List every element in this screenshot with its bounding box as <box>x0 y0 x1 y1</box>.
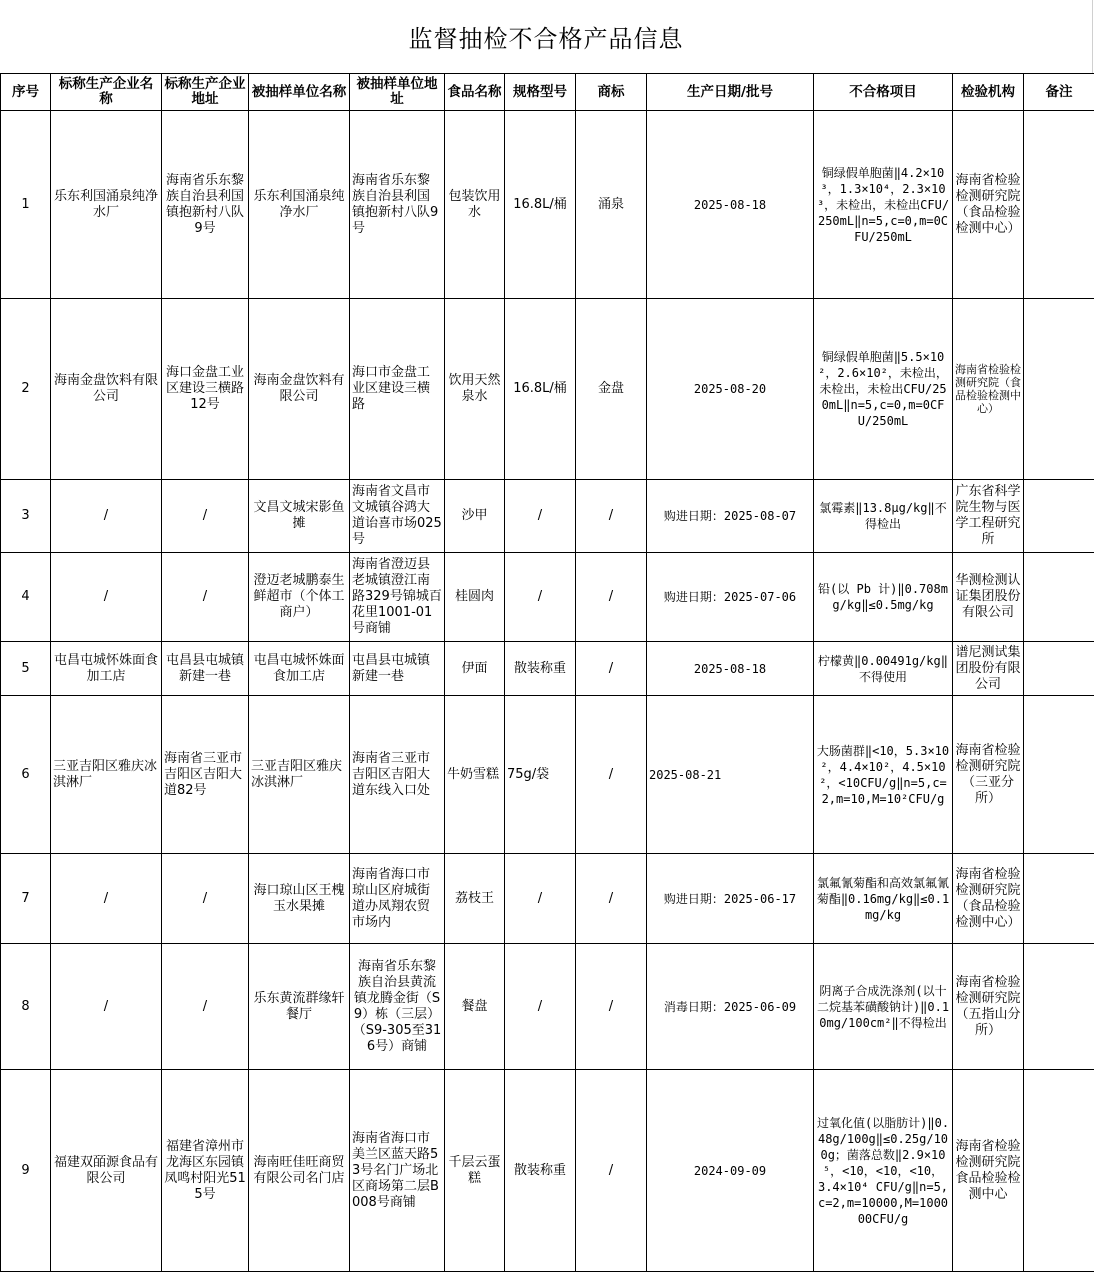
cell-mfr: / <box>51 480 162 553</box>
cell-sampled-addr: 海口市金盘工业区建设三横路 <box>350 299 445 480</box>
header-spec: 规格型号 <box>505 74 576 111</box>
cell-mfr: / <box>51 553 162 642</box>
cell-note <box>1024 480 1094 553</box>
cell-lab: 海南省检验检测研究院（三亚分所） <box>953 696 1024 854</box>
header-mfr-addr: 标称生产企业地址 <box>162 74 249 111</box>
cell-spec: 散装称重 <box>505 1070 576 1272</box>
cell-mfr: 屯昌屯城怀姝面食加工店 <box>51 642 162 696</box>
header-date: 生产日期/批号 <box>647 74 814 111</box>
cell-lab: 海南省检验检测研究院（五指山分所） <box>953 944 1024 1070</box>
cell-spec: 16.8L/桶 <box>505 299 576 480</box>
table-row <box>1 111 1094 299</box>
cell-no: 8 <box>1 944 51 1070</box>
header-lab: 检验机构 <box>953 74 1024 111</box>
table-row <box>1 696 1094 854</box>
cell-brand: / <box>576 696 647 854</box>
cell-mfr-addr: 海南省三亚市吉阳区吉阳大道82号 <box>162 696 249 854</box>
cell-sampled-addr: 海南省三亚市吉阳区吉阳大道东线入口处 <box>350 696 445 854</box>
cell-spec: / <box>505 854 576 944</box>
cell-note <box>1024 111 1094 299</box>
cell-sampled: 澄迈老城鹏泰生鲜超市（个体工商户） <box>249 553 350 642</box>
cell-brand: / <box>576 854 647 944</box>
cell-item: 铜绿假单胞菌‖4.2×10³，1.3×10⁴，2.3×10³，未检出，未检出CFU/250mL‖n=5,c=0,m=0CFU/250mL <box>814 111 953 299</box>
cell-lab: 海南省检验检测研究院食品检验检测中心 <box>953 1070 1024 1272</box>
cell-item: 柠檬黄‖0.00491g/kg‖不得使用 <box>814 642 953 696</box>
cell-no: 7 <box>1 854 51 944</box>
cell-brand: / <box>576 480 647 553</box>
table-row <box>1 299 1094 480</box>
table-row <box>1 642 1094 696</box>
cell-sampled-addr: 海南省海口市美兰区蓝天路53号名门广场北区商场第二层B008号商铺 <box>350 1070 445 1272</box>
cell-lab: 谱尼测试集团股份有限公司 <box>953 642 1024 696</box>
cell-sampled: 文昌文城宋影鱼摊 <box>249 480 350 553</box>
cell-lab: 海南省检验检测研究院（食品检验检测中心） <box>953 299 1024 480</box>
cell-item: 铜绿假单胞菌‖5.5×10²，2.6×10²，未检出，未检出，未检出CFU/250mL‖n=5,c=0,m=0CFU/250mL <box>814 299 953 480</box>
cell-sampled-addr: 海南省乐东黎族自治县利国镇抱新村八队9号 <box>350 111 445 299</box>
cell-mfr: 海南金盘饮料有限公司 <box>51 299 162 480</box>
cell-date: 2025-08-21 <box>647 696 814 854</box>
cell-item: 大肠菌群‖<10，5.3×10²，4.4×10²，4.5×10²，<10CFU/g‖n=5,c=2,m=10,M=10²CFU/g <box>814 696 953 854</box>
cell-mfr-addr: 屯昌县屯城镇新建一巷 <box>162 642 249 696</box>
header-no: 序号 <box>1 74 51 111</box>
cell-food: 荔枝王 <box>445 854 505 944</box>
cell-date: 2025-08-18 <box>647 111 814 299</box>
cell-date: 2024-09-09 <box>647 1070 814 1272</box>
cell-date: 购进日期：2025-06-17 <box>647 854 814 944</box>
cell-sampled: 海南旺佳旺商贸有限公司名门店 <box>249 1070 350 1272</box>
cell-sampled-addr: 屯昌县屯城镇新建一巷 <box>350 642 445 696</box>
cell-spec: 16.8L/桶 <box>505 111 576 299</box>
cell-mfr: / <box>51 854 162 944</box>
cell-lab: 海南省检验检测研究院（食品检验检测中心） <box>953 854 1024 944</box>
cell-no: 1 <box>1 111 51 299</box>
cell-mfr: / <box>51 944 162 1070</box>
cell-mfr-addr: 福建省漳州市龙海区东园镇凤鸣村阳光515号 <box>162 1070 249 1272</box>
cell-mfr-addr: / <box>162 553 249 642</box>
cell-mfr: 三亚吉阳区雅庆冰淇淋厂 <box>51 696 162 854</box>
cell-item: 阴离子合成洗涤剂(以十二烷基苯磺酸钠计)‖0.10mg/100cm²‖不得检出 <box>814 944 953 1070</box>
cell-date: 2025-08-20 <box>647 299 814 480</box>
cell-note <box>1024 854 1094 944</box>
cell-note <box>1024 553 1094 642</box>
cell-date: 购进日期：2025-07-06 <box>647 553 814 642</box>
cell-note <box>1024 1070 1094 1272</box>
cell-date: 消毒日期：2025-06-09 <box>647 944 814 1070</box>
cell-item: 氯霉素‖13.8μg/kg‖不得检出 <box>814 480 953 553</box>
cell-sampled-addr: 海南省澄迈县老城镇澄江南路329号锦城百花里1001-01号商铺 <box>350 553 445 642</box>
cell-date: 2025-08-18 <box>647 642 814 696</box>
cell-spec: 散装称重 <box>505 642 576 696</box>
cell-sampled: 三亚吉阳区雅庆冰淇淋厂 <box>249 696 350 854</box>
cell-sampled-addr: 海南省海口市琼山区府城街道办凤翔农贸市场内 <box>350 854 445 944</box>
cell-item: 氯氟氰菊酯和高效氯氟氰菊酯‖0.16mg/kg‖≤0.1mg/kg <box>814 854 953 944</box>
cell-sampled-addr: 海南省文昌市文城镇谷鸿大道诒喜市场025号 <box>350 480 445 553</box>
cell-no: 9 <box>1 1070 51 1272</box>
cell-brand: / <box>576 553 647 642</box>
cell-sampled: 海南金盘饮料有限公司 <box>249 299 350 480</box>
cell-food: 饮用天然泉水 <box>445 299 505 480</box>
cell-sampled: 屯昌屯城怀姝面食加工店 <box>249 642 350 696</box>
cell-note <box>1024 944 1094 1070</box>
cell-note <box>1024 696 1094 854</box>
products-table <box>0 73 1094 1272</box>
page-title: 监督抽检不合格产品信息 <box>409 19 684 54</box>
header-food: 食品名称 <box>445 74 505 111</box>
table-row <box>1 553 1094 642</box>
cell-no: 3 <box>1 480 51 553</box>
cell-sampled: 乐东黄流群缘轩餐厅 <box>249 944 350 1070</box>
cell-no: 6 <box>1 696 51 854</box>
cell-lab: 华测检测认证集团股份有限公司 <box>953 553 1024 642</box>
table-row <box>1 944 1094 1070</box>
cell-food: 千层云蛋糕 <box>445 1070 505 1272</box>
cell-food: 伊面 <box>445 642 505 696</box>
cell-brand: / <box>576 642 647 696</box>
table-row <box>1 480 1094 553</box>
cell-no: 5 <box>1 642 51 696</box>
cell-brand: / <box>576 944 647 1070</box>
cell-spec: / <box>505 553 576 642</box>
cell-mfr: 乐东利国涌泉纯净水厂 <box>51 111 162 299</box>
cell-item: 过氧化值(以脂肪计)‖0.48g/100g‖≤0.25g/100g；菌落总数‖2.9×10⁵，<10，<10，<10，3.4×10⁴ CFU/g‖n=5,c=2,m=10000,M=100000CFU/g <box>814 1070 953 1272</box>
cell-food: 桂圆肉 <box>445 553 505 642</box>
cell-mfr-addr: / <box>162 480 249 553</box>
cell-spec: 75g/袋 <box>505 696 576 854</box>
cell-mfr-addr: / <box>162 854 249 944</box>
cell-lab: 广东省科学院生物与医学工程研究所 <box>953 480 1024 553</box>
cell-lab: 海南省检验检测研究院（食品检验检测中心） <box>953 111 1024 299</box>
header-row <box>1 74 1094 111</box>
cell-mfr-addr: / <box>162 944 249 1070</box>
cell-mfr-addr: 海南省乐东黎族自治县利国镇抱新村八队9号 <box>162 111 249 299</box>
cell-mfr-addr: 海口金盘工业区建设三横路12号 <box>162 299 249 480</box>
cell-spec: / <box>505 944 576 1070</box>
cell-food: 沙甲 <box>445 480 505 553</box>
cell-note <box>1024 299 1094 480</box>
cell-item: 铅(以 Pb 计)‖0.708mg/kg‖≤0.5mg/kg <box>814 553 953 642</box>
cell-brand: / <box>576 1070 647 1272</box>
cell-food: 包装饮用水 <box>445 111 505 299</box>
cell-date: 购进日期：2025-08-07 <box>647 480 814 553</box>
cell-sampled: 乐东利国涌泉纯净水厂 <box>249 111 350 299</box>
cell-food: 餐盘 <box>445 944 505 1070</box>
header-note: 备注 <box>1024 74 1094 111</box>
header-mfr: 标称生产企业名称 <box>51 74 162 111</box>
cell-food: 牛奶雪糕 <box>445 696 505 854</box>
header-item: 不合格项目 <box>814 74 953 111</box>
cell-no: 4 <box>1 553 51 642</box>
header-sampled: 被抽样单位名称 <box>249 74 350 111</box>
table-row <box>1 854 1094 944</box>
cell-sampled: 海口琼山区王槐玉水果摊 <box>249 854 350 944</box>
cell-no: 2 <box>1 299 51 480</box>
header-brand: 商标 <box>576 74 647 111</box>
cell-sampled-addr: 海南省乐东黎族自治县黄流镇龙腾金街（S9）栋（三层）（S9-305至316号）商铺 <box>350 944 445 1070</box>
title-cell <box>0 0 1093 73</box>
header-sampled-addr: 被抽样单位地址 <box>350 74 445 111</box>
cell-brand: 涌泉 <box>576 111 647 299</box>
cell-brand: 金盘 <box>576 299 647 480</box>
cell-note <box>1024 642 1094 696</box>
cell-spec: / <box>505 480 576 553</box>
table-row <box>1 1070 1094 1272</box>
cell-mfr: 福建双皕源食品有限公司 <box>51 1070 162 1272</box>
